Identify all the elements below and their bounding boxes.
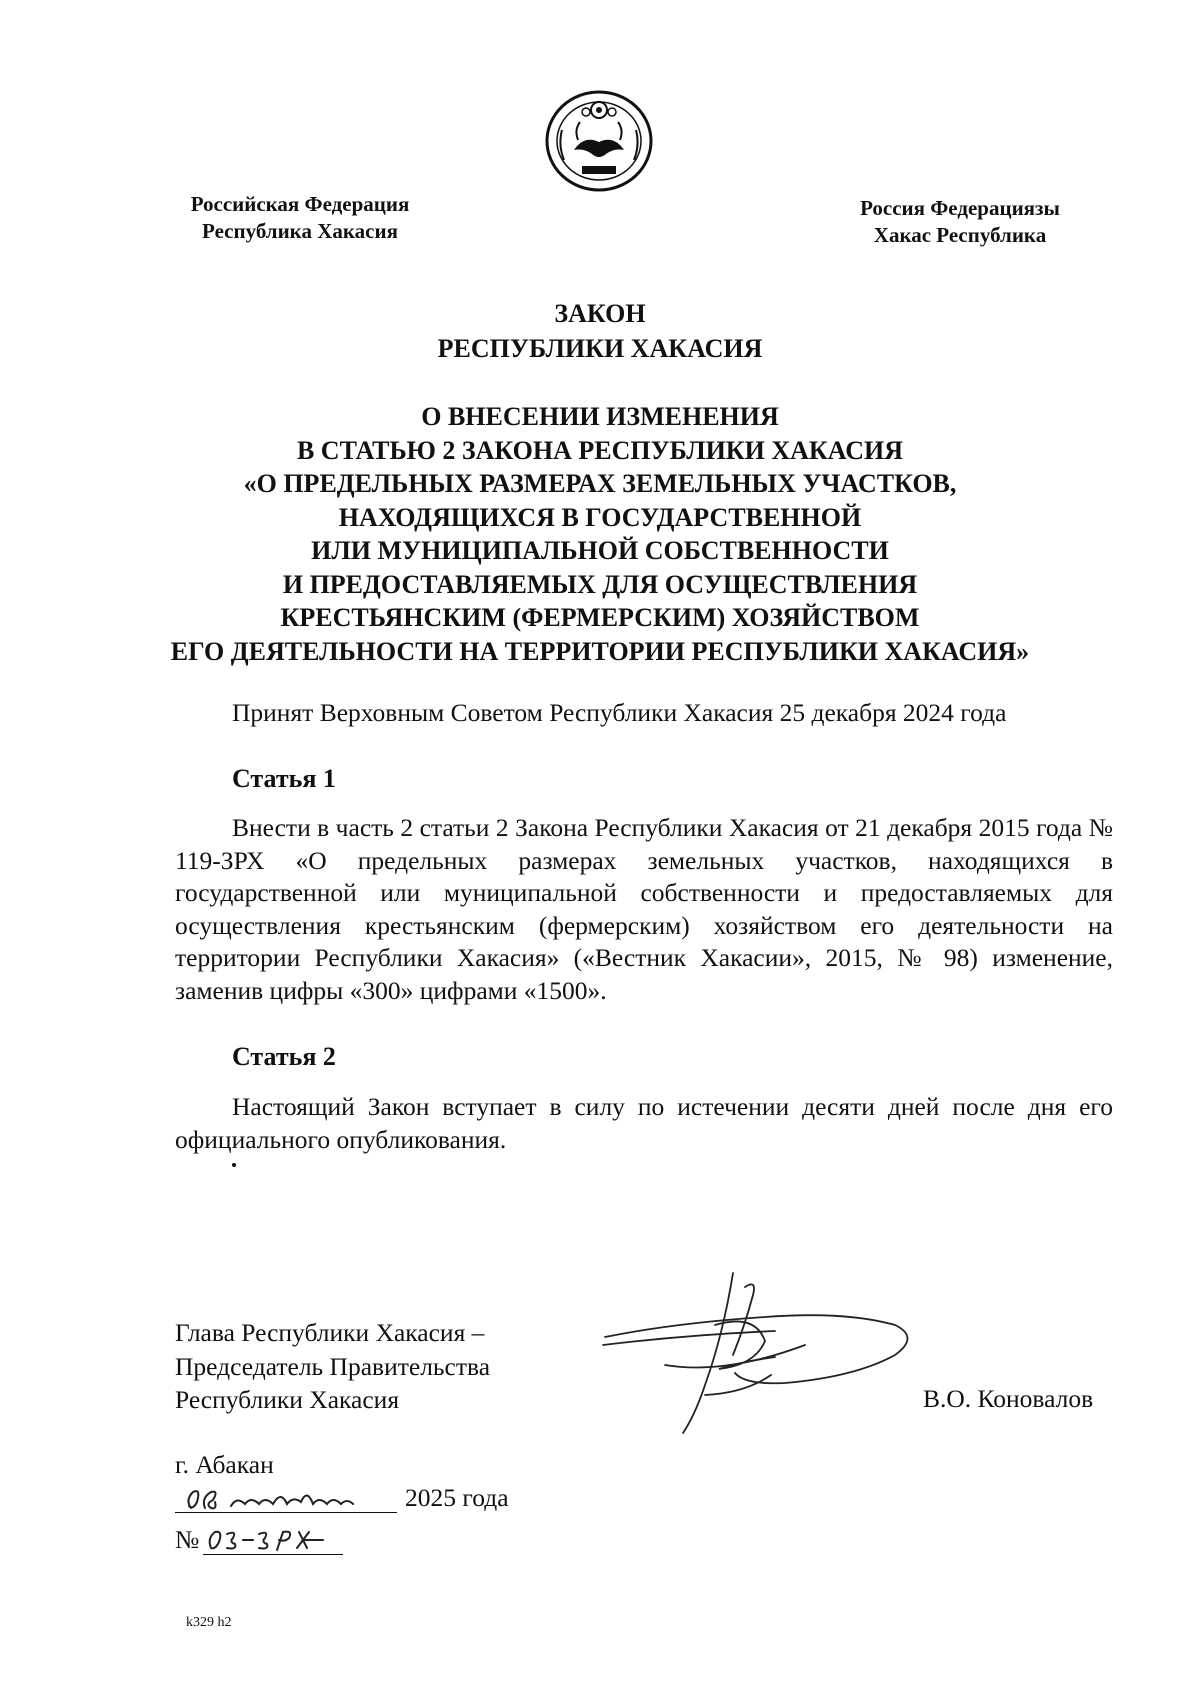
handwritten-date bbox=[175, 1482, 397, 1513]
law-title-line1: ЗАКОН bbox=[554, 299, 646, 328]
law-number bbox=[175, 1524, 343, 1555]
signing-date bbox=[175, 1482, 509, 1513]
subject-line: И ПРЕДОСТАВЛЯЕМЫХ ДЛЯ ОСУЩЕСТВЛЕНИЯ bbox=[282, 569, 918, 599]
stray-dot bbox=[232, 1163, 236, 1167]
place: г. Абакан bbox=[175, 1450, 274, 1479]
subject-line: ИЛИ МУНИЦИПАЛЬНОЙ СОБСТВЕННОСТИ bbox=[311, 536, 889, 565]
signatory-line3: Республики Хакасия bbox=[175, 1385, 400, 1414]
article2-text: Настоящий Закон вступает в силу по истечении десяти дней после дня его официального опубликования. bbox=[175, 1092, 1113, 1154]
coat-of-arms-emblem bbox=[544, 90, 654, 192]
article1-text: Внести в часть 2 статьи 2 Закона Республики Хакасия от 21 декабря 2015 года № 119-ЗРХ «О предельных размерах земельных участков, находящихся в государственной или муниципальной собственности и предоставляемых для осуществления крестьянским (фермерским) хозяйством его деятельности на территории Республики Хакасия» («Вестник Хакасии», 2015, № 98) изменение, заменив цифры «300» цифрами «1500». bbox=[175, 813, 1113, 1005]
header-right-line1: Россия Федерациязы bbox=[860, 196, 1060, 220]
article1-heading: Статья 1 bbox=[232, 764, 336, 793]
law-subject bbox=[0, 400, 1200, 668]
header-left-line2: Республика Хакасия bbox=[202, 219, 398, 243]
subject-line: «О ПРЕДЕЛЬНЫХ РАЗМЕРАХ ЗЕМЕЛЬНЫХ УЧАСТКОВ, bbox=[243, 469, 957, 498]
header-left-line1: Российская Федерация bbox=[190, 192, 410, 216]
header-left bbox=[140, 191, 460, 245]
header-right bbox=[800, 195, 1120, 249]
subject-line: НАХОДЯЩИХСЯ В ГОСУДАРСТВЕННОЙ bbox=[338, 502, 862, 532]
article2-heading: Статья 2 bbox=[232, 1042, 336, 1071]
subject-line: В СТАТЬЮ 2 ЗАКОНА РЕСПУБЛИКИ ХАКАСИЯ bbox=[296, 435, 904, 465]
handwritten-signature bbox=[595, 1265, 930, 1440]
adoption-statement: Принят Верховным Советом Республики Хакасия 25 декабря 2024 года bbox=[232, 698, 1007, 727]
subject-line: КРЕСТЬЯНСКИМ (ФЕРМЕРСКИМ) ХОЗЯЙСТВОМ bbox=[280, 603, 920, 632]
coat-of-arms-icon bbox=[544, 90, 654, 192]
date-year: 2025 года bbox=[405, 1483, 509, 1512]
signatory-title bbox=[175, 1316, 490, 1417]
signatory-line2: Председатель Правительства bbox=[175, 1351, 491, 1381]
header-right-line2: Хакас Республика bbox=[873, 223, 1047, 247]
handwritten-number bbox=[203, 1524, 343, 1555]
signatory-line1: Глава Республики Хакасия – bbox=[175, 1318, 485, 1347]
document-code: k329 h2 bbox=[186, 1615, 232, 1630]
law-title-line2: РЕСПУБЛИКИ ХАКАСИЯ bbox=[437, 334, 763, 363]
subject-line: О ВНЕСЕНИИ ИЗМЕНЕНИЯ bbox=[421, 402, 779, 431]
handwritten-number-icon bbox=[203, 1524, 343, 1554]
law-title bbox=[0, 296, 1200, 366]
number-sign: № bbox=[175, 1525, 200, 1554]
signatory-name: В.О. Коновалов bbox=[923, 1384, 1094, 1413]
handwritten-date-icon bbox=[175, 1482, 397, 1512]
subject-line: ЕГО ДЕЯТЕЛЬНОСТИ НА ТЕРРИТОРИИ РЕСПУБЛИКИ ХАКАСИЯ» bbox=[170, 636, 1030, 666]
